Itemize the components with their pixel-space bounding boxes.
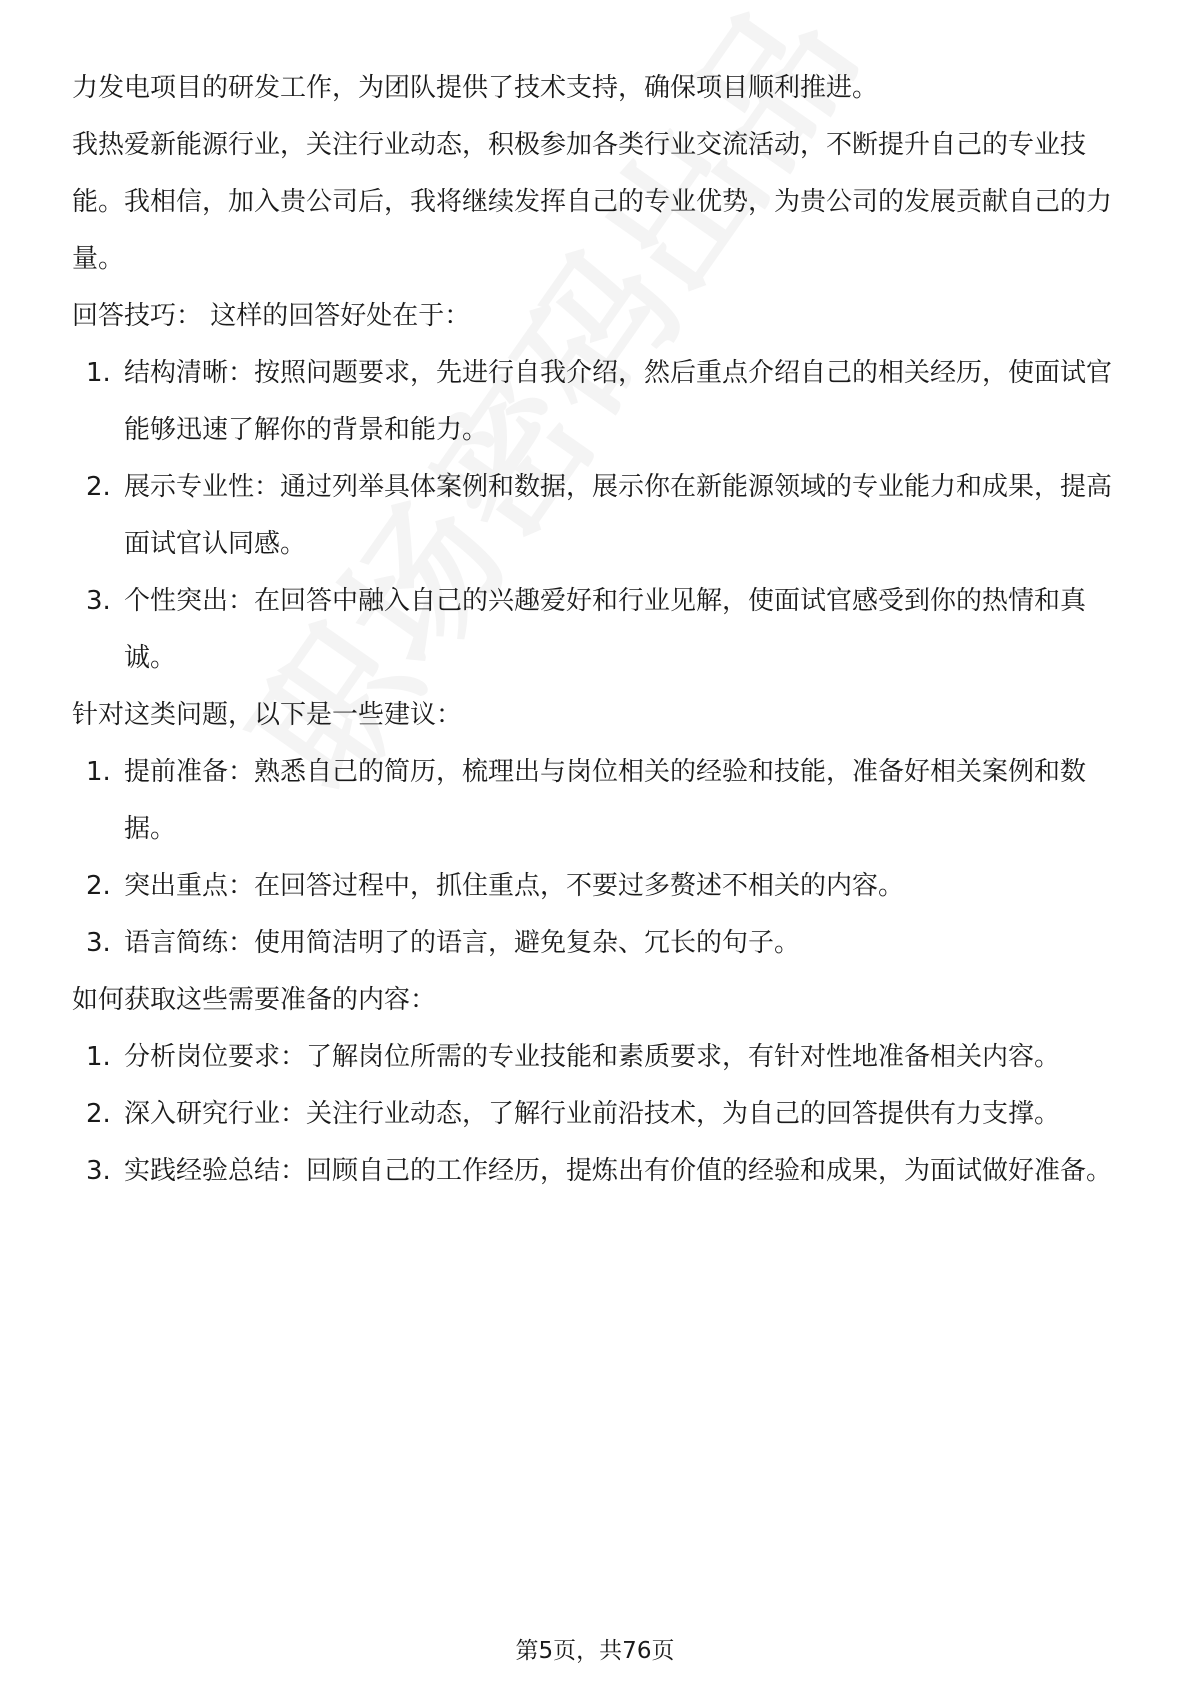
list-item — [72, 915, 1120, 972]
list-item-text: 语言简练：使用简洁明了的语言，避免复杂、冗长的句子。 — [124, 928, 801, 958]
list-number: 3. — [86, 1156, 111, 1186]
list-item-text: 突出重点：在回答过程中，抓住重点，不要过多赘述不相关的内容。 — [124, 871, 905, 901]
paragraph-passion: 我热爱新能源行业，关注行业动态，积极参加各类行业交流活动，不断提升自己的专业技能。我相信，加入贵公司后，我将继续发挥自己的专业优势，为贵公司的发展贡献自己的力量。 — [72, 130, 1113, 274]
preparation-list — [72, 1029, 1120, 1200]
page-number-footer: 第5页，共76页 — [515, 1638, 675, 1664]
list-number: 3. — [86, 586, 111, 616]
document-body — [72, 60, 1120, 1200]
list-item-text: 分析岗位要求：了解岗位所需的专业技能和素质要求，有针对性地准备相关内容。 — [124, 1042, 1061, 1072]
list-number: 2. — [86, 1099, 111, 1129]
list-number: 1. — [86, 358, 111, 388]
list-item — [72, 345, 1120, 459]
paragraph-preparation-heading: 如何获取这些需要准备的内容： — [72, 985, 437, 1015]
list-item — [72, 1086, 1120, 1143]
list-number: 2. — [86, 871, 111, 901]
list-item — [72, 858, 1120, 915]
list-item-text: 结构清晰：按照问题要求，先进行自我介绍，然后重点介绍自己的相关经历，使面试官能够迅速了解你的背景和能力。 — [124, 358, 1113, 445]
list-item — [72, 459, 1120, 573]
paragraph-answer-tips: 回答技巧： 这样的回答好处在于： — [72, 301, 471, 331]
list-item — [72, 1143, 1120, 1200]
list-number: 3. — [86, 928, 111, 958]
paragraph-suggestions-heading: 针对这类问题，以下是一些建议： — [72, 700, 463, 730]
list-item-text: 深入研究行业：关注行业动态，了解行业前沿技术，为自己的回答提供有力支撑。 — [124, 1099, 1061, 1129]
list-item-text: 实践经验总结：回顾自己的工作经历，提炼出有价值的经验和成果，为面试做好准备。 — [124, 1156, 1113, 1186]
list-item — [72, 744, 1120, 858]
list-number: 1. — [86, 1042, 111, 1072]
list-item-text: 提前准备：熟悉自己的简历，梳理出与岗位相关的经验和技能，准备好相关案例和数据。 — [124, 757, 1087, 844]
suggestions-list — [72, 744, 1120, 972]
list-item — [72, 573, 1120, 687]
list-item-text: 个性突出：在回答中融入自己的兴趣爱好和行业见解，使面试官感受到你的热情和真诚。 — [124, 586, 1087, 673]
paragraph-intro-continuation: 力发电项目的研发工作，为团队提供了技术支持，确保项目顺利推进。 — [72, 73, 879, 103]
answer-benefits-list — [72, 345, 1120, 687]
list-number: 1. — [86, 757, 111, 787]
list-item-text: 展示专业性：通过列举具体案例和数据，展示你在新能源领域的专业能力和成果，提高面试官认同感。 — [124, 472, 1113, 559]
list-number: 2. — [86, 472, 111, 502]
list-item — [72, 1029, 1120, 1086]
